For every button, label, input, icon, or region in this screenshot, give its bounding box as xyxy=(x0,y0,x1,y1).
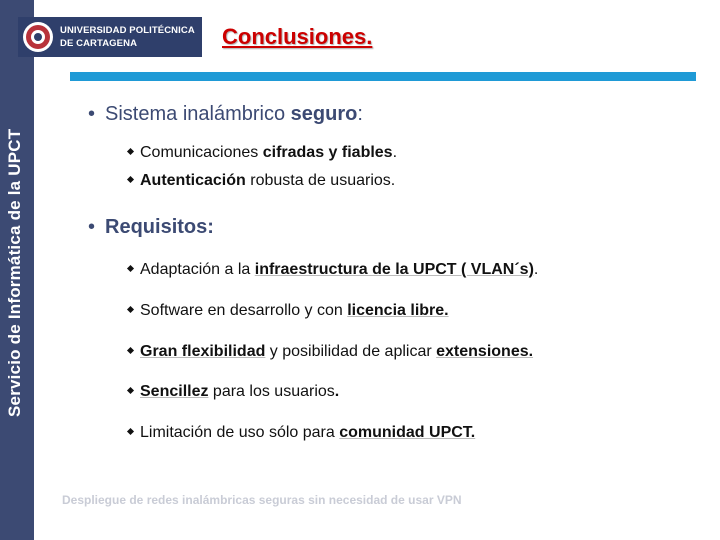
item-tail: . xyxy=(392,144,398,161)
list-item xyxy=(128,383,339,401)
item-tail: . xyxy=(533,261,539,278)
list-item xyxy=(128,261,538,279)
sidebar xyxy=(0,0,34,540)
item-text: para los usuarios xyxy=(208,383,335,400)
diamond-bullet-icon xyxy=(127,148,134,155)
item-bold: Autenticación xyxy=(140,172,246,189)
logo-line-2: DE CARTAGENA xyxy=(60,38,138,49)
bullet-icon: • xyxy=(88,103,96,125)
list-item xyxy=(128,302,449,320)
heading-bold: seguro xyxy=(290,103,358,125)
university-logo xyxy=(18,17,202,57)
sidebar-text: Servicio de Informática de la UPCT xyxy=(5,128,24,417)
logo-text xyxy=(60,24,195,50)
heading-plain: Sistema inalámbrico xyxy=(105,103,291,125)
item-bold-2: extensiones. xyxy=(436,343,534,360)
diamond-bullet-icon xyxy=(127,265,134,272)
item-text: y posibilidad de aplicar xyxy=(265,343,437,360)
item-bold: Gran flexibilidad xyxy=(140,343,266,360)
bullet-icon: • xyxy=(88,216,96,238)
item-text: Software en desarrollo y con xyxy=(140,302,348,319)
list-item xyxy=(128,424,475,442)
title-rule xyxy=(70,72,696,81)
item-text: Limitación de uso sólo para xyxy=(140,424,340,441)
item-tail: robusta de usuarios. xyxy=(245,172,396,189)
diamond-bullet-icon xyxy=(127,347,134,354)
diamond-bullet-icon xyxy=(127,387,134,394)
slide-title: Conclusiones. xyxy=(222,24,373,49)
seal-icon xyxy=(22,21,54,53)
list-item xyxy=(128,144,397,162)
diamond-bullet-icon xyxy=(127,176,134,183)
item-bold: licencia libre. xyxy=(347,302,449,319)
heading-bold: Requisitos: xyxy=(105,216,214,238)
heading-tail: : xyxy=(357,103,363,125)
item-tail: . xyxy=(334,383,340,400)
item-text: Adaptación a la xyxy=(140,261,255,278)
diamond-bullet-icon xyxy=(127,428,134,435)
logo-line-1: UNIVERSIDAD POLITÉCNICA xyxy=(60,25,195,36)
item-bold: Sencillez xyxy=(140,383,209,400)
section-heading-system xyxy=(88,103,363,126)
item-bold: cifradas y fiables xyxy=(262,144,393,161)
footer-text: Despliegue de redes inalámbricas seguras sin necesidad de usar VPN xyxy=(62,493,462,507)
section-heading-requirements xyxy=(88,216,214,239)
list-item xyxy=(128,172,395,190)
item-bold: infraestructura de la UPCT ( VLAN´s) xyxy=(254,261,534,278)
list-item xyxy=(128,343,533,361)
diamond-bullet-icon xyxy=(127,306,134,313)
item-text: Comunicaciones xyxy=(140,144,263,161)
item-bold: comunidad UPCT. xyxy=(339,424,476,441)
